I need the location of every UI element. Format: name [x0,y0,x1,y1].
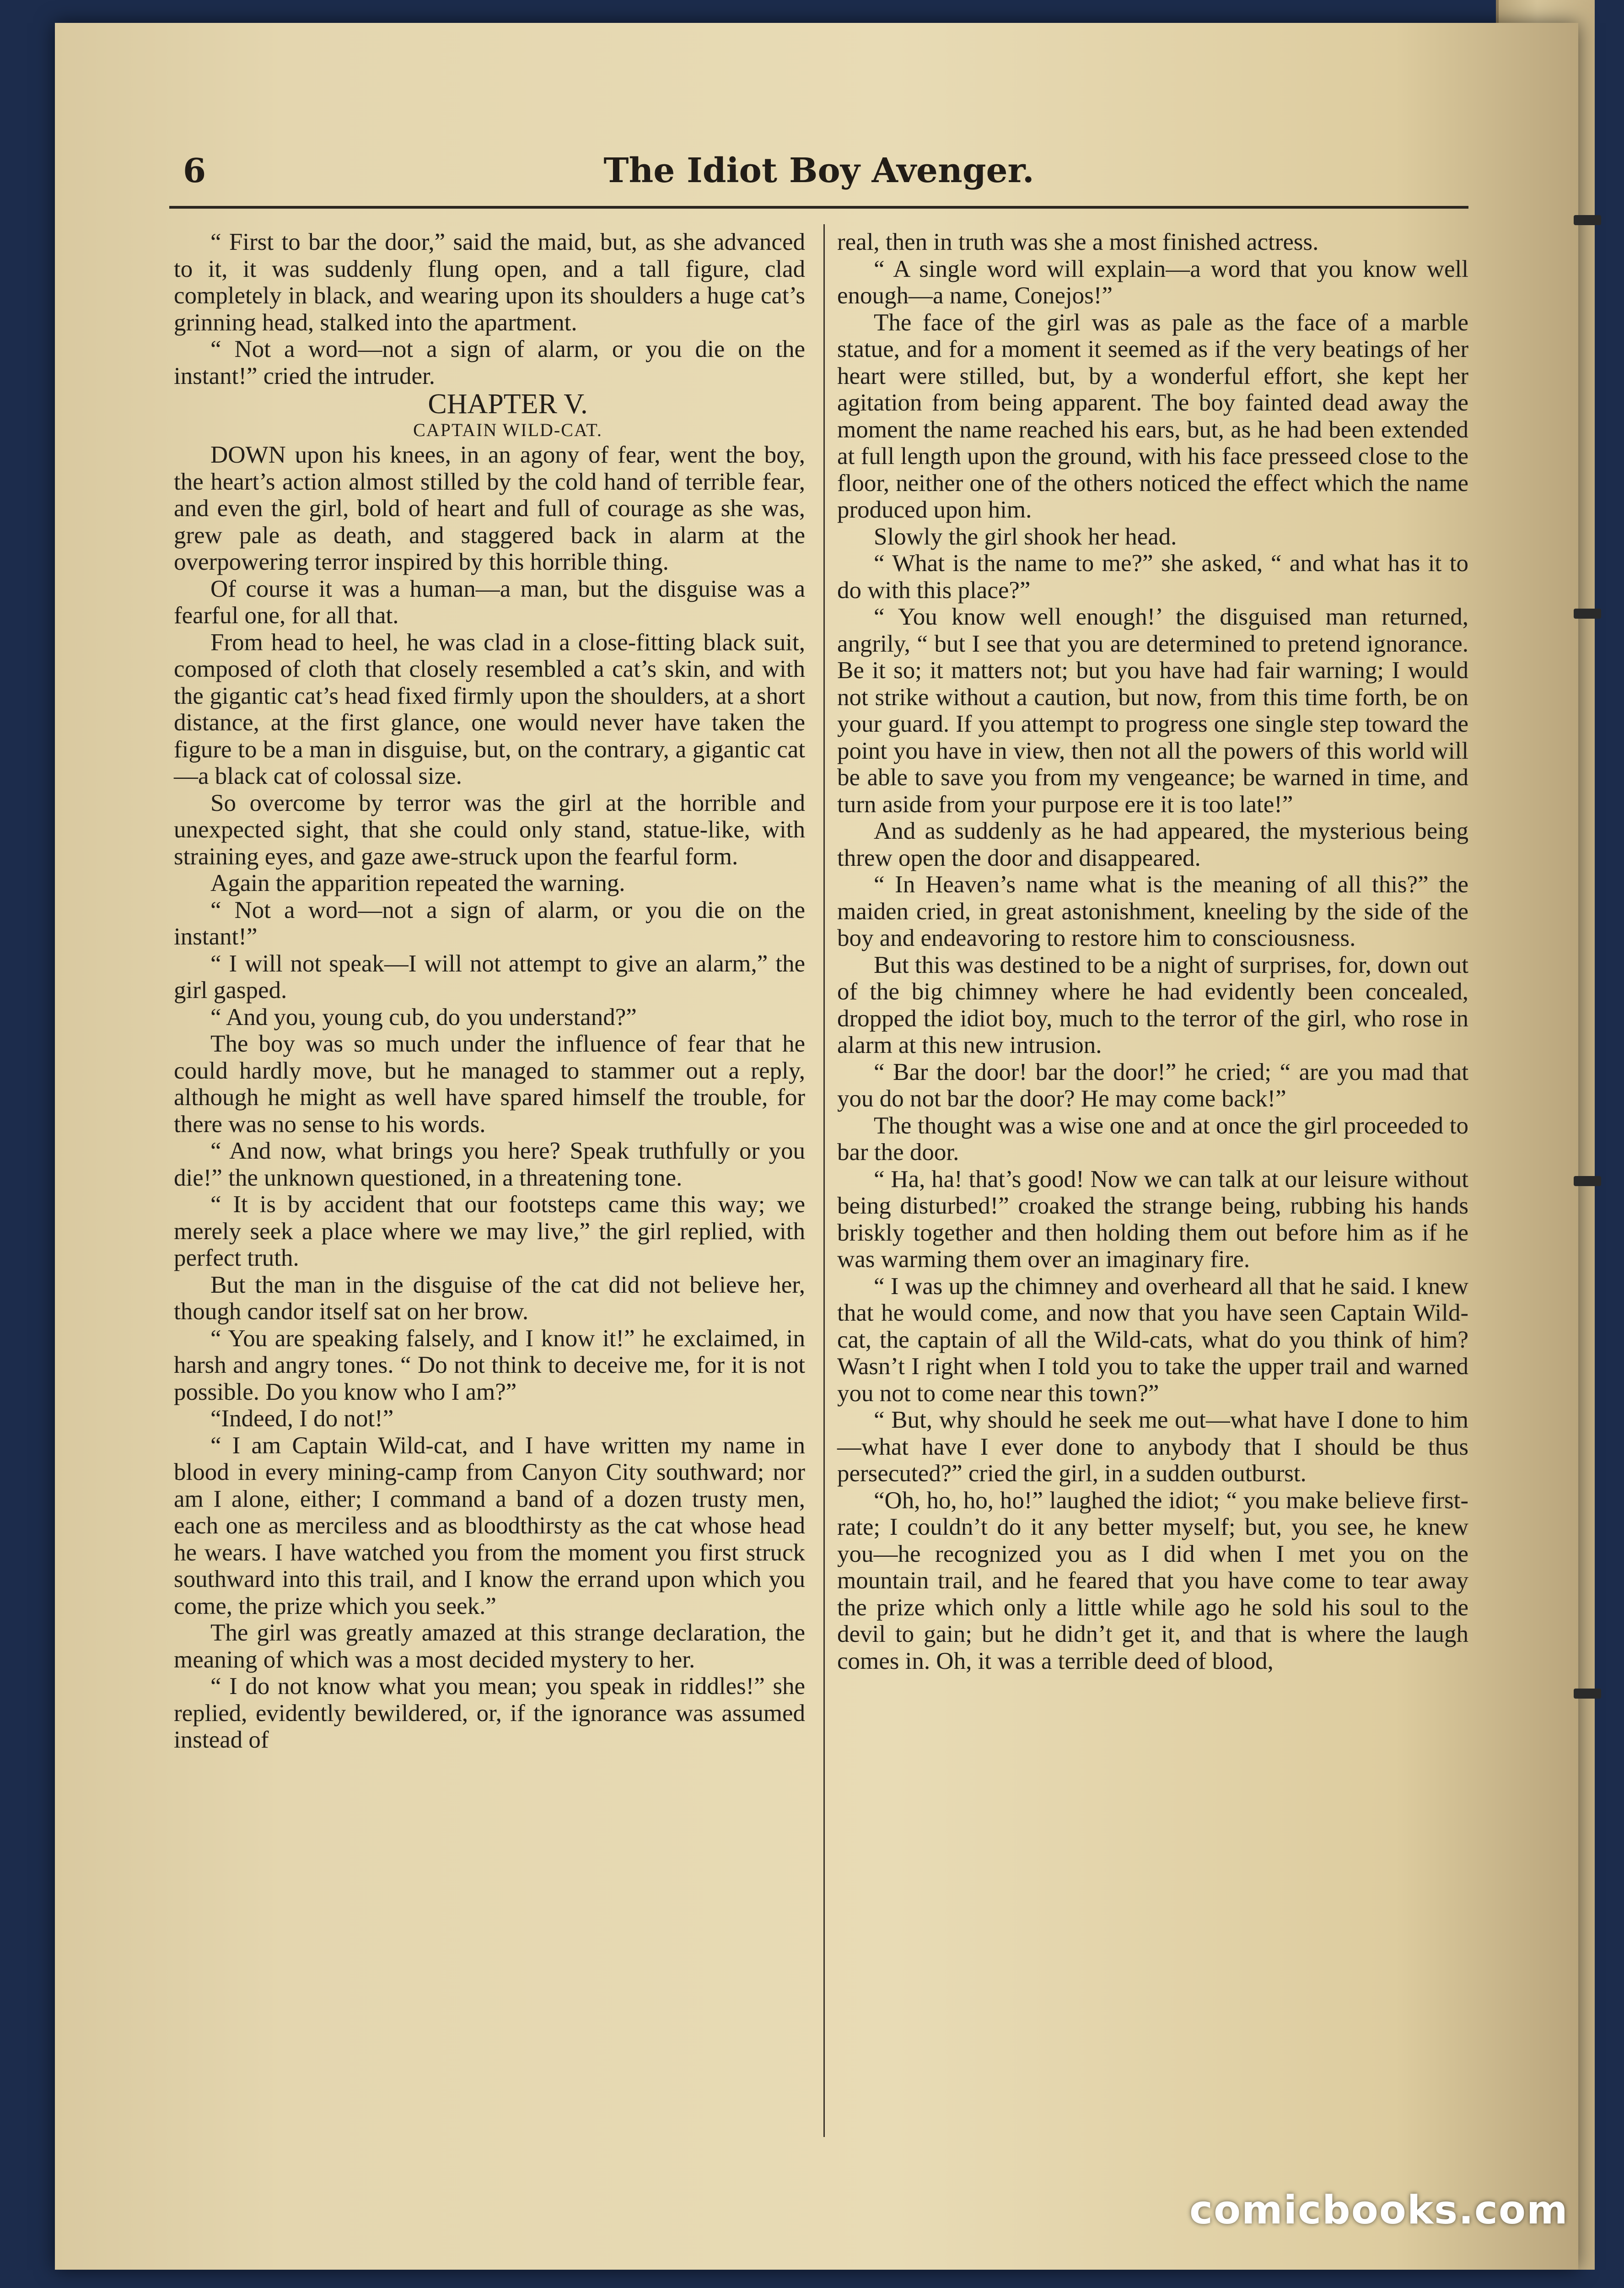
binding-staple [1574,1689,1601,1699]
paragraph: “ In Heaven’s name what is the meaning of all this?” the maiden cried, in great astonishment, kneeling by the side of the boy and endeavoring to restore him to consciousness. [837,871,1468,951]
binding-staple [1574,215,1601,225]
paragraph: “ Bar the door! bar the door!” he cried; “ are you mad that you do not bar the door? He may come back!” [837,1058,1468,1112]
paragraph: The girl was greatly amazed at this strange declaration, the meaning of which was a most decided mystery to her. [174,1619,805,1673]
paragraph: But the man in the disguise of the cat did not believe her, though candor itself sat on her brow. [174,1271,805,1325]
paragraph: Again the apparition repeated the warning. [210,870,625,896]
paragraph: “ You know well enough!’ the disguised man returned, angrily, “ but I see that you are determined to pretend ignorance. Be it so; it matters not; but you have had fair warning; I would not strike without a caution, but now, from this time forth, be on your guard. If you attempt to progress one single step toward the point you have in view, then not all the powers of this world will be able to save you from my vengeance; be warned in time, and turn aside from your purpose ere it is too late!” [837,604,1468,818]
paragraph: “ It is by accident that our footsteps came this way; we merely seek a place where we may live,” the girl replied, with perfect truth. [174,1191,805,1271]
binding-staple [1574,1176,1601,1186]
paragraph: “ Not a word—not a sign of alarm, or you die on the instant!” cried the intruder. [174,336,805,389]
paragraph: From head to heel, he was clad in a close-fitting black suit, composed of cloth that closely resembled a cat’s skin, and with the gigantic cat’s head fixed firmly upon the shoulders, at a short distance, at the first glance, one would never have taken the figure to be a man in disguise, but, on the contrary, a gigantic cat—a black cat of colossal size. [174,629,805,789]
page-header [169,142,1468,209]
paragraph: DOWN upon his knees, in an agony of fear, went the boy, the heart’s action almost stilled by the cold hand of terrible fear, and even the girl, bold of heart and full of courage as she was, grew pale as death, and staggered back in alarm at the overpowering terror inspired by this horrible thing. [174,442,805,575]
paragraph: Of course it was a human—a man, but the disguise was a fearful one, for all that. [174,575,805,629]
paragraph: “ And you, young cub, do you understand?” [210,1004,637,1031]
paragraph: “ I am Captain Wild-cat, and I have written my name in blood in every mining-camp from Canyon City southward; nor am I alone, either; I command a band of a dozen trusty men, each one as merciless and as bloodthirsty as the cat whose head he wears. I have watched you from the moment you first struck southward into this trail, and I know the errand upon which you come, the prize which you seek.” [174,1432,805,1619]
paragraph: “ I will not speak—I will not attempt to give an alarm,” the girl gasped. [174,950,805,1004]
page-number: 6 [183,151,206,190]
paragraph: Slowly the girl shook her head. [874,523,1177,550]
paragraph: “ But, why should he seek me out—what have I done to him—what have I ever done to anybody that I should be thus persecuted?” cried the girl, in a sudden outburst. [837,1407,1468,1487]
paragraph: “ You are speaking falsely, and I know it!” he exclaimed, in harsh and angry tones. “ Do not think to deceive me, for it is not possible. Do you know who I am?” [174,1325,805,1405]
paragraph: “ What is the name to me?” she asked, “ and what has it to do with this place?” [837,550,1468,604]
text-column-right [837,229,1468,2132]
binding-staple [1574,609,1601,619]
text-column-left [174,229,805,2132]
paragraph: The boy was so much under the influence of fear that he could hardly move, but he managed to stammer out a reply, although he might as well have spared himself the trouble, for there was no sense to his words. [174,1031,805,1138]
paragraph: The face of the girl was as pale as the face of a marble statue, and for a moment it seemed as if the very beatings of her heart were stilled, but, by a wonderful effort, she kept her agitation from being apparent. The boy fainted dead away the moment the name reached his ears, but, as he had been extended at full length upon the ground, with his face presseed close to the floor, neither one of the others noticed the effect which the name produced upon him. [837,309,1468,523]
paragraph: “ Ha, ha! that’s good! Now we can talk at our leisure without being disturbed!” croaked the strange being, rubbing his hands briskly together and then holding them out before him as if he was warming them over an imaginary fire. [837,1166,1468,1273]
paragraph: And as suddenly as he had appeared, the mysterious being threw open the door and disappeared. [837,818,1468,871]
column-divider [823,224,825,2137]
paragraph: “ Not a word—not a sign of alarm, or you die on the instant!” [174,896,805,950]
paragraph: “Indeed, I do not!” [210,1405,394,1432]
paragraph: “ And now, what brings you here? Speak truthfully or you die!” the unknown questioned, in a threatening tone. [174,1138,805,1191]
paragraph: “Oh, ho, ho, ho!” laughed the idiot; “ you make believe first-rate; I couldn’t do it any better myself; but, you see, he knew you—he recognized you as I did when I met you on the mountain trail, and he feared that you have come to tear away the prize which only a little while ago he sold his soul to the devil to gain; but he didn’t get it, and that is where the laugh comes in. Oh, it was a terrible deed of blood, [837,1487,1468,1674]
paragraph: The thought was a wise one and at once the girl proceeded to bar the door. [837,1112,1468,1166]
chapter-subtitle: CAPTAIN WILD-CAT. [413,420,602,440]
paragraph: “ A single word will explain—a word that you know well enough—a name, Conejos!” [837,255,1468,309]
paragraph: “ I was up the chimney and overheard all that he said. I knew that he would come, and now that you have seen Captain Wild-cat, the captain of all the Wild-cats, what do you think of him? Wasn’t I right when I told you to take the upper trail and warned you not to come near this town?” [837,1273,1468,1407]
running-title: The Idiot Boy Avenger. [603,151,1034,190]
site-watermark: comicbooks.com [1189,2187,1569,2233]
paragraph: “ First to bar the door,” said the maid, but, as she advanced to it, it was suddenly flung open, and a tall figure, clad completely in black, and wearing upon its shoulders a huge cat’s grinning head, stalked into the apartment. [174,229,805,336]
paragraph: So overcome by terror was the girl at the horrible and unexpected sight, that she could only stand, statue-like, with straining eyes, and gaze awe-struck upon the fearful form. [174,789,805,870]
paragraph: real, then in truth was she a most finished actress. [837,229,1319,255]
paragraph: “ I do not know what you mean; you speak in riddles!” she replied, evidently bewildered, or, if the ignorance was assumed instead of [174,1673,805,1753]
chapter-heading: CHAPTER V. [428,389,588,420]
paragraph: But this was destined to be a night of surprises, for, down out of the big chimney where he had evidently been concealed, dropped the idiot boy, much to the terror of the girl, who rose in alarm at this new intrusion. [837,951,1468,1058]
